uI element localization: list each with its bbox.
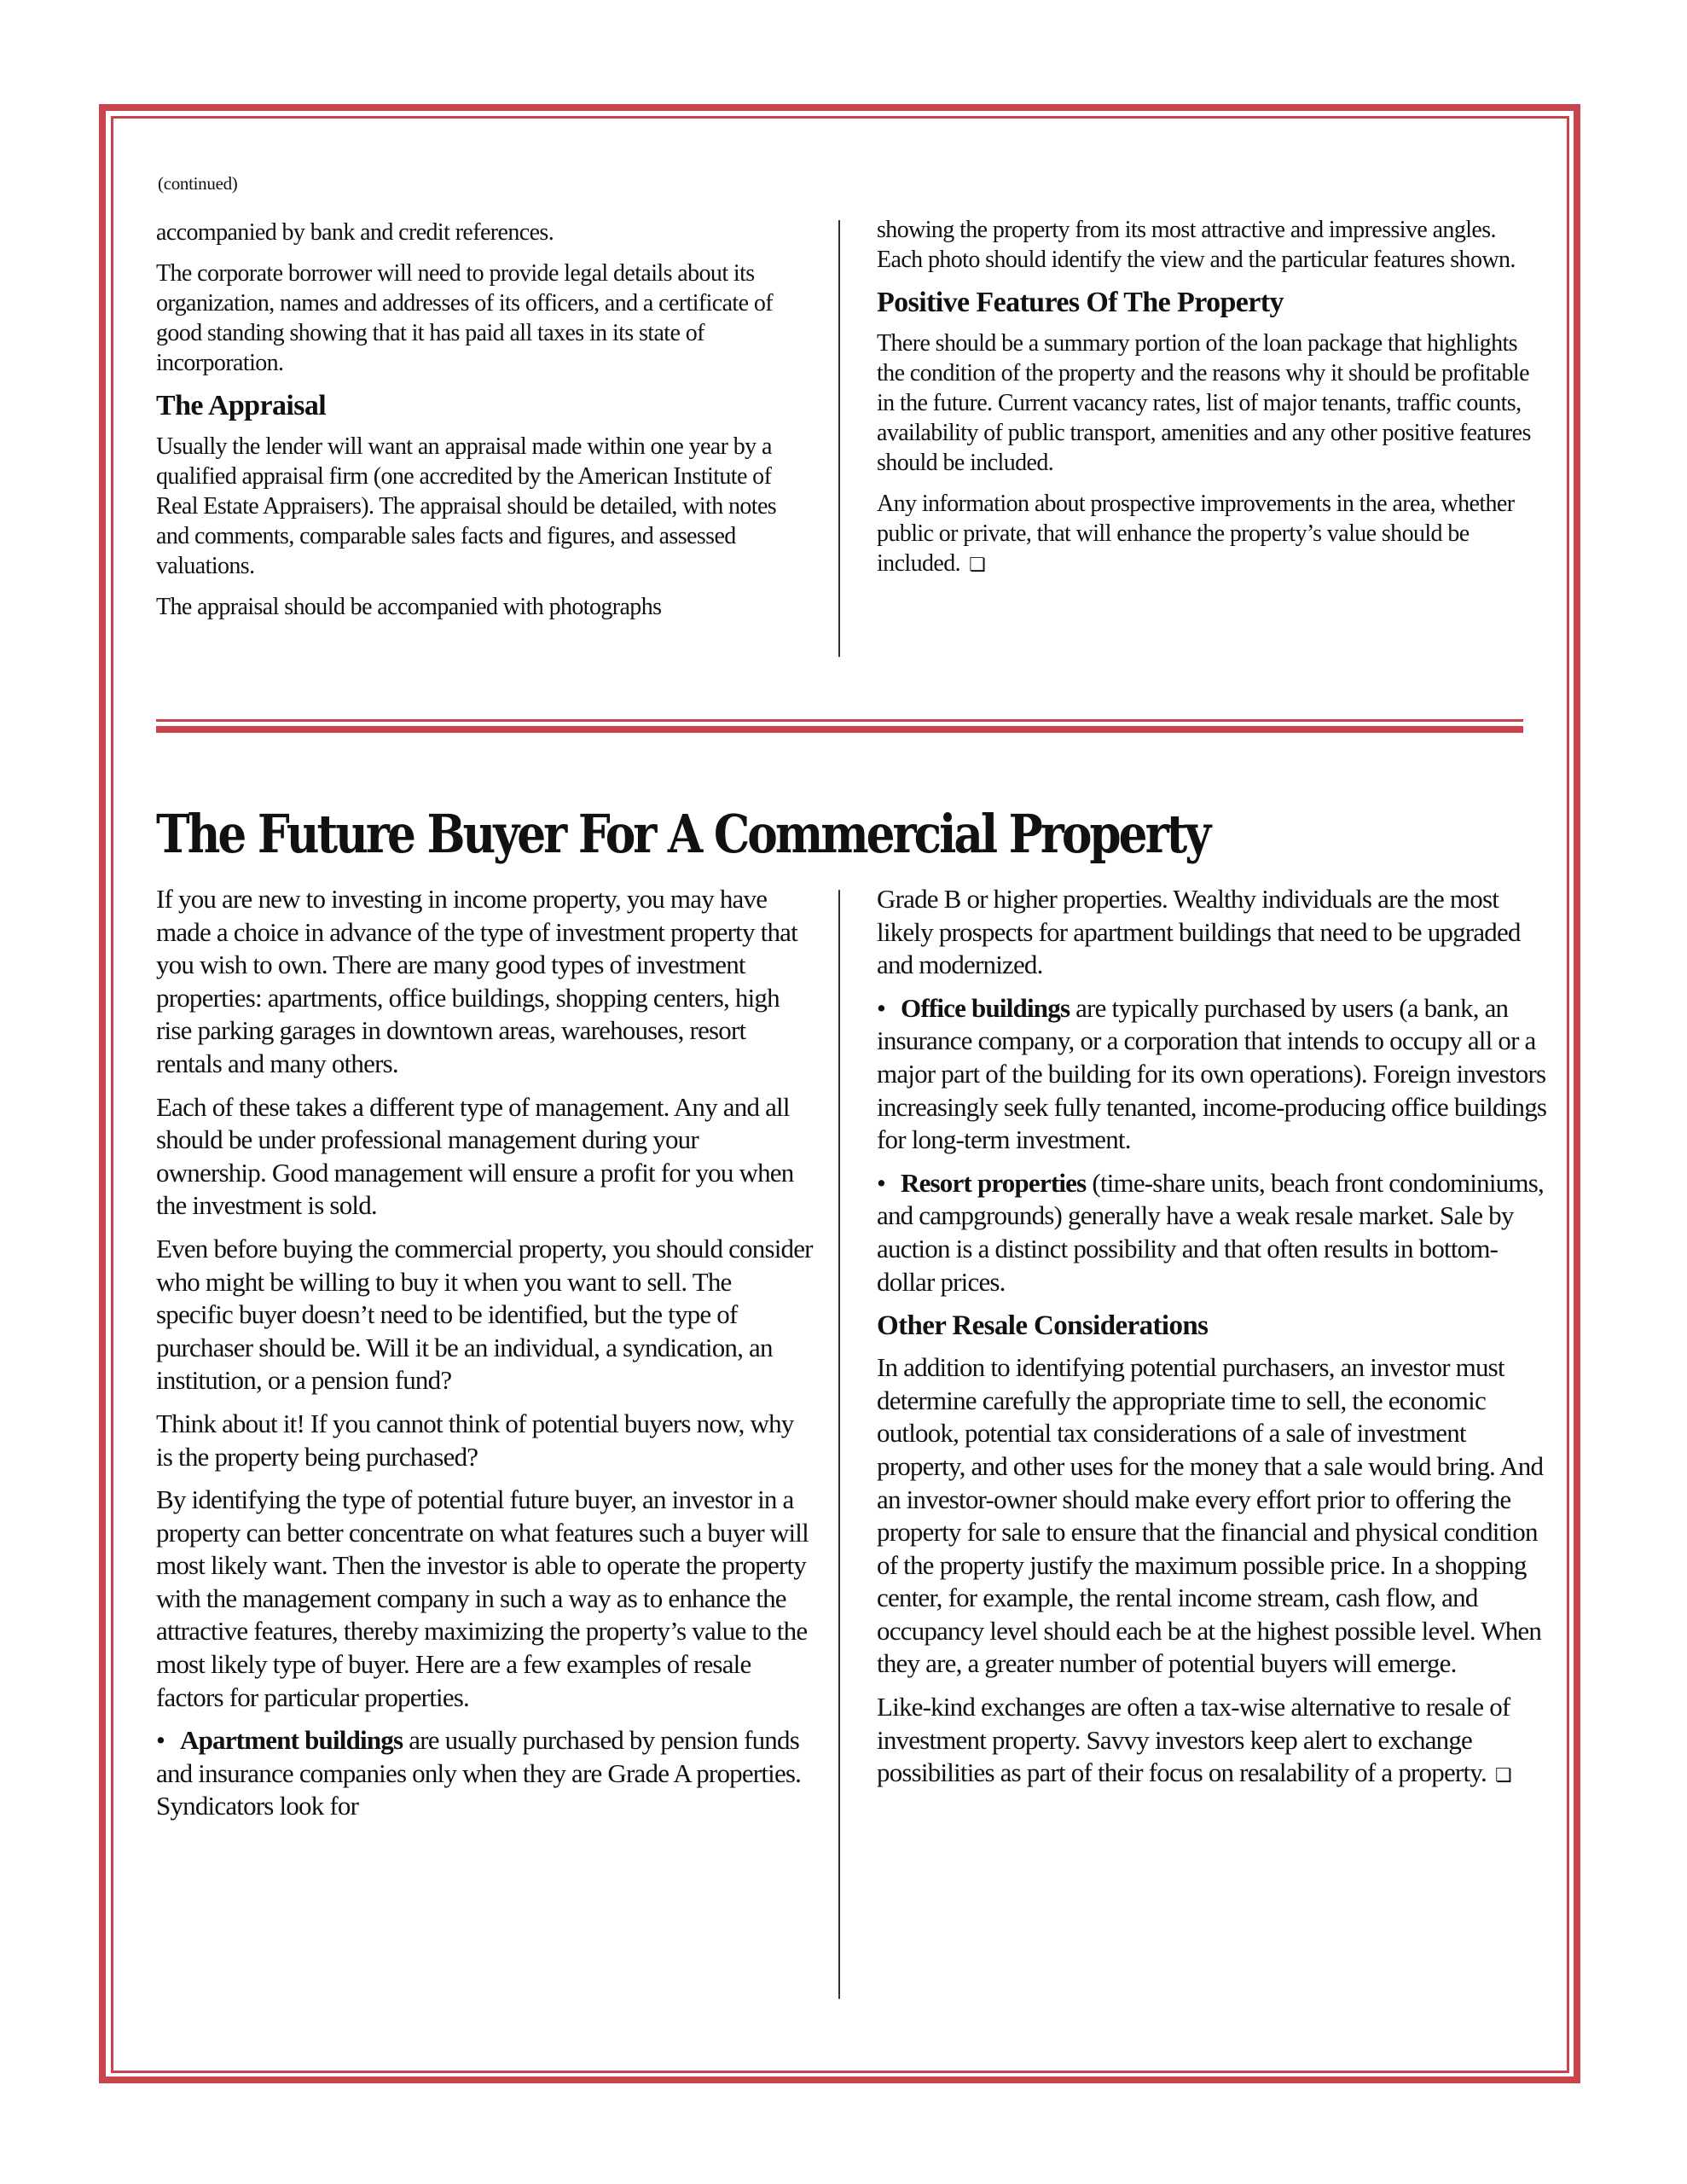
paragraph: accompanied by bank and credit references. (156, 219, 554, 246)
paragraph-text: Any information about prospective improvements in the area, whether public or private, that will enhance the property’s value should be included. (877, 491, 1515, 577)
top-left-column (156, 218, 804, 633)
paragraph: showing the property from its most attractive and impressive angles. Each photo should identify the view and the particular features shown. (877, 217, 1516, 273)
bullet-item-office (877, 992, 1551, 1157)
paragraph-text: Like-kind exchanges are often a tax-wise alternative to resale of investment property. Savvy investors keep alert to exchange possibilities as part of their focus on resalability of a property. (877, 1692, 1510, 1788)
bullet-term: Apartment buildings (180, 1725, 403, 1756)
end-mark-icon: ❏ (1494, 1765, 1511, 1787)
bullet-text: are typically purchased by users (a bank, an insurance company, or a corporation that intends to occupy all or a major part of the building for its own operations). Foreign investors increasingly seek fully tenanted, income-producing office buildings for long-term investment. (877, 992, 1547, 1155)
bullet-icon: • (877, 1167, 886, 1198)
bullet-icon: • (877, 992, 886, 1023)
paragraph: The corporate borrower will need to provide legal details about its organization, names and addresses of its officers, and a certificate of good standing showing that it has paid all taxes in its state of incorporation. (156, 260, 773, 376)
section-heading-appraisal: The Appraisal (156, 390, 327, 421)
article-title: The Future Buyer For A Commercial Property (156, 803, 1209, 865)
article-right-column (877, 883, 1551, 1804)
paragraph: In addition to identifying potential purchasers, an investor must determine carefully the appropriate time to sell, the economic outlook, potential tax considerations of a sale of investment property, and other uses for the money that a sale would bring. And an investor-owner should make every effort prior to offering the property for sale to ensure that the financial and physical condition of the property justify the maximum possible price. In a shopping center, for example, the rental income stream, cash flow, and occupancy level should each be at the highest possible level. When they are, a greater number of potential buyers will emerge. (877, 1352, 1544, 1679)
section-heading-other-resale: Other Resale Considerations (877, 1310, 1209, 1342)
top-right-column (877, 215, 1542, 591)
paragraph: There should be a summary portion of the loan package that highlights the condition of the property and the reasons why it should be profitable in the future. Current vacancy rates, list of major tenants, traffic counts, availability of public transport, amenities and any other positive features should be included. (877, 330, 1531, 476)
paragraph: Grade B or higher properties. Wealthy individuals are the most likely prospects for apartment buildings that need to be upgraded and modernized. (877, 884, 1521, 980)
paragraph: Each of these takes a different type of management. Any and all should be under professional management during your ownership. Good management will ensure a profit for you when the investment is sold. (156, 1091, 794, 1221)
paragraph: If you are new to investing in income property, you may have made a choice in advance of the type of investment property that you wish to own. There are many good types of investment properties: apartments, office buildings, shopping centers, high rise parking garages in downtown areas, warehouses, resort rentals and many others. (156, 884, 797, 1078)
bullet-term: Resort properties (901, 1167, 1087, 1198)
paragraph: By identifying the type of potential future buyer, an investor in a property can better concentrate on what features such a buyer will most likely want. Then the investor is able to operate the property with the management company in such a way as to enhance the attractive features, thereby maximizing the property’s value to the most likely type of buyer. Here are a few examples of resale factors for particular properties. (156, 1484, 809, 1712)
bullet-text: are usually purchased by pension funds and insurance companies only when they are Grade A properties. Syndicators look for (156, 1725, 802, 1821)
continued-label: (continued) (158, 173, 238, 194)
bullet-icon: • (156, 1725, 165, 1756)
paragraph: Even before buying the commercial property, you should consider who might be willing to buy it when you want to sell. The specific buyer doesn’t need to be identified, but the type of purchaser should be. Will it be an individual, a syndication, an institution, or a pension fund? (156, 1233, 813, 1396)
paragraph (877, 1691, 1551, 1793)
column-divider-top (838, 220, 840, 657)
section-heading-positive-features: Positive Features Of The Property (877, 287, 1284, 318)
column-divider-bottom (838, 890, 840, 1999)
paragraph: Think about it! If you cannot think of potential buyers now, why is the property being purchased? (156, 1408, 794, 1472)
end-mark-icon: ❏ (969, 555, 986, 576)
paragraph (877, 489, 1542, 580)
paragraph: The appraisal should be accompanied with photographs (156, 594, 662, 620)
article-left-column (156, 883, 813, 1833)
section-divider-thick (156, 726, 1523, 733)
paragraph: Usually the lender will want an appraisal made within one year by a qualified appraisal firm (one accredited by the American Institute of Real Estate Appraisers). The appraisal should be detailed, with notes and comments, comparable sales facts and figures, and assessed valuations. (156, 433, 777, 579)
bullet-item-apartment (156, 1724, 813, 1823)
bullet-text: (time-share units, beach front condominiums, and campgrounds) generally have a weak resale market. Sale by auction is a distinct possibility and that often results in bottom-dollar prices. (877, 1167, 1544, 1297)
bullet-term: Office buildings (901, 992, 1070, 1023)
section-divider-thin (156, 719, 1523, 722)
bullet-item-resort (877, 1167, 1551, 1298)
